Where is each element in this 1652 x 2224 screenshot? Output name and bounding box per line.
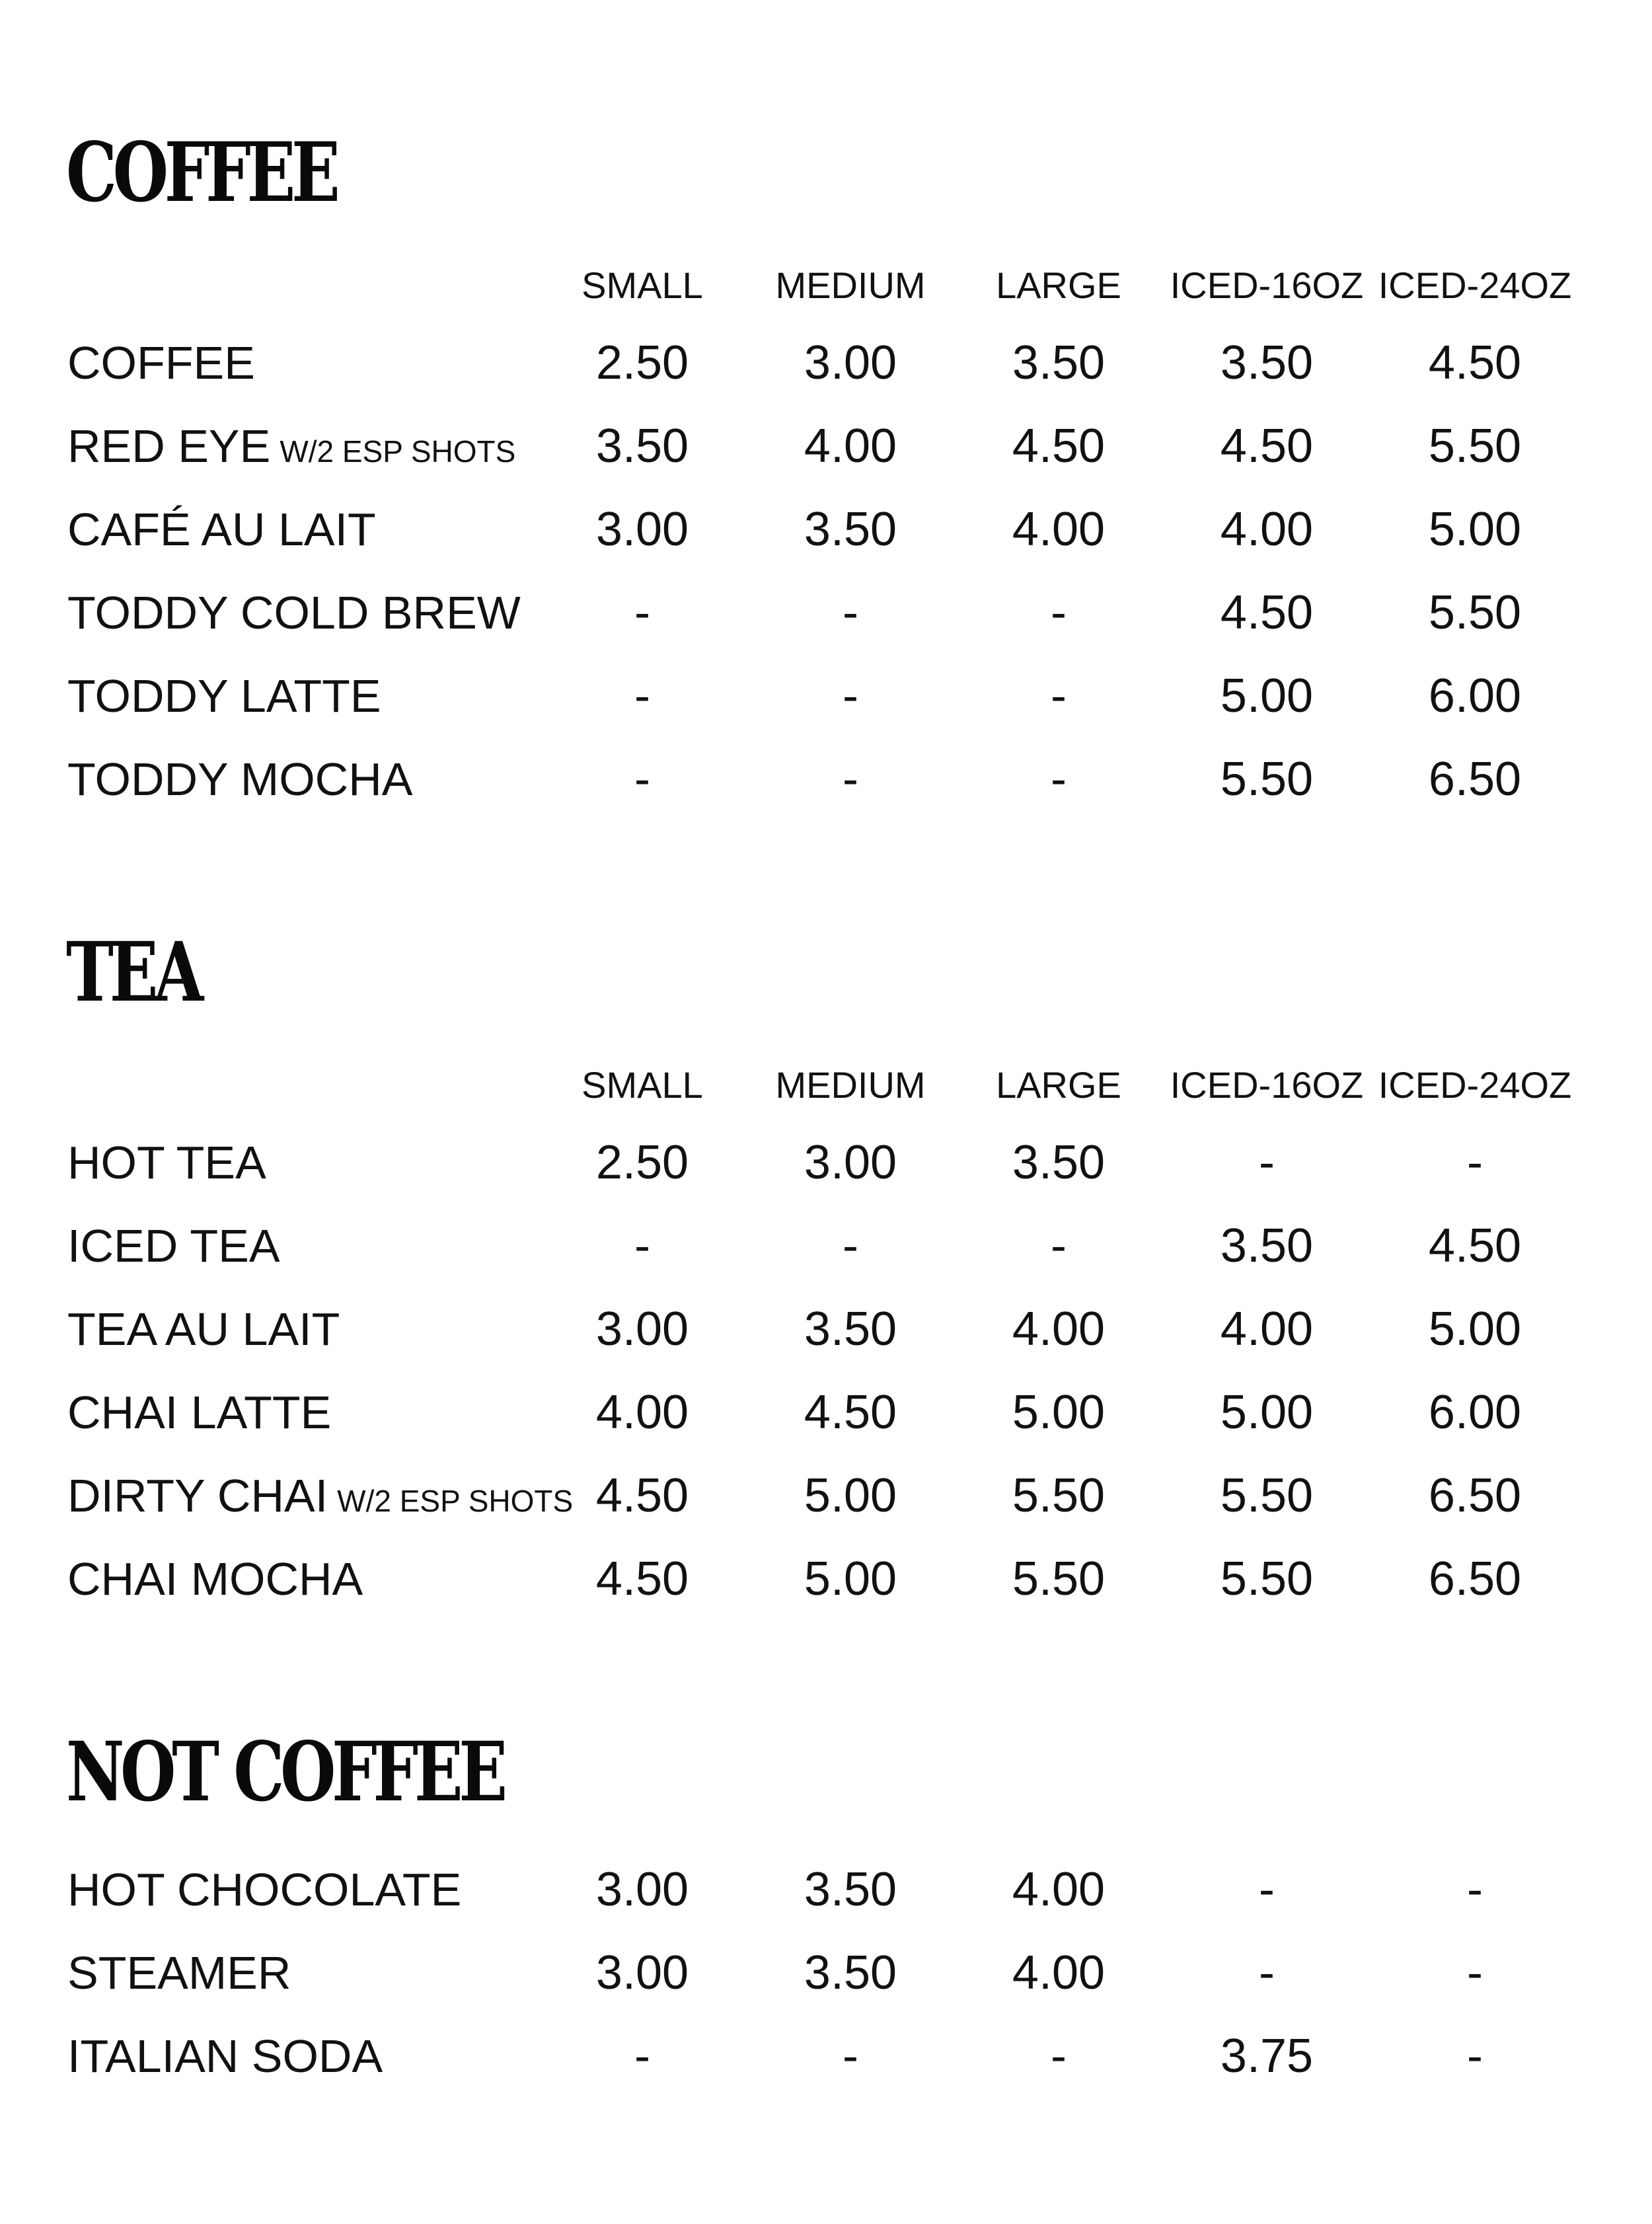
price-small: - <box>634 670 650 722</box>
price-small: 3.00 <box>595 1863 689 1916</box>
price-small: 3.00 <box>595 1303 689 1356</box>
price-large: - <box>1051 586 1067 639</box>
price-iced-24oz: 5.50 <box>1428 420 1522 473</box>
price-iced-24oz: 5.00 <box>1428 503 1522 556</box>
menu-row <box>0 321 1652 404</box>
menu-row <box>0 654 1652 738</box>
price-iced-24oz: 6.50 <box>1428 1553 1522 1605</box>
col-header-iced-24oz: ICED-24OZ <box>1378 1064 1572 1106</box>
menu-row <box>0 488 1652 571</box>
menu-row <box>0 1121 1652 1204</box>
price-medium: 3.50 <box>804 1303 897 1356</box>
price-large: 5.50 <box>1012 1469 1106 1522</box>
price-medium: 5.00 <box>804 1553 897 1605</box>
price-iced-24oz: 6.50 <box>1428 1469 1522 1522</box>
col-header-iced-16oz: ICED-16OZ <box>1170 264 1364 306</box>
price-iced-24oz: - <box>1467 1863 1483 1916</box>
price-small: 3.00 <box>595 1946 689 1999</box>
price-small: 4.50 <box>595 1469 689 1522</box>
price-iced-16oz: 5.50 <box>1220 753 1314 806</box>
item-note: W/2 ESP SHOTS <box>337 1484 574 1518</box>
price-small: 2.50 <box>595 1136 689 1189</box>
price-iced-24oz: 6.00 <box>1428 670 1522 722</box>
price-small: 4.50 <box>595 1553 689 1605</box>
menu-row <box>0 1371 1652 1454</box>
item-name: HOT TEA <box>67 1137 266 1188</box>
price-large: - <box>1051 2030 1067 2083</box>
price-medium: - <box>843 2030 858 2083</box>
price-large: 4.50 <box>1012 420 1106 473</box>
col-header-iced-24oz: ICED-24OZ <box>1378 264 1572 306</box>
price-iced-16oz: 5.00 <box>1220 1386 1314 1439</box>
price-large: 4.00 <box>1012 1303 1106 1356</box>
price-iced-16oz: - <box>1259 1136 1275 1189</box>
item-name: STEAMER <box>67 1947 291 1999</box>
price-iced-16oz: 3.50 <box>1220 1219 1314 1272</box>
price-iced-24oz: 6.00 <box>1428 1386 1522 1439</box>
item-name: CHAI MOCHA <box>67 1553 363 1605</box>
price-medium: 5.00 <box>804 1469 897 1522</box>
price-large: 5.00 <box>1012 1386 1106 1439</box>
item-name: CAFÉ AU LAIT <box>67 504 376 555</box>
price-iced-16oz: - <box>1259 1946 1275 1999</box>
price-medium: 3.00 <box>804 1136 897 1189</box>
price-small: 4.00 <box>595 1386 689 1439</box>
price-iced-16oz: 4.00 <box>1220 503 1314 556</box>
item-name: HOT CHOCOLATE <box>67 1864 462 1915</box>
menu-row <box>0 738 1652 821</box>
price-iced-24oz: 6.50 <box>1428 753 1522 806</box>
price-medium: 3.00 <box>804 336 897 389</box>
menu-row <box>0 404 1652 488</box>
price-iced-16oz: - <box>1259 1863 1275 1916</box>
price-large: - <box>1051 670 1067 722</box>
price-large: 5.50 <box>1012 1553 1106 1605</box>
menu-row <box>0 1537 1652 1621</box>
section-title-tea: TEA <box>66 925 200 1020</box>
col-header-iced-16oz: ICED-16OZ <box>1170 1064 1364 1106</box>
price-iced-16oz: 4.50 <box>1220 420 1314 473</box>
item-name: TODDY COLD BREW <box>67 587 521 638</box>
price-iced-24oz: - <box>1467 1946 1483 1999</box>
price-small: 3.00 <box>595 503 689 556</box>
price-iced-24oz: 4.50 <box>1428 336 1522 389</box>
price-large: - <box>1051 1219 1067 1272</box>
price-iced-16oz: 5.00 <box>1220 670 1314 722</box>
item-name: TEA AU LAIT <box>67 1303 340 1355</box>
price-small: - <box>634 753 650 806</box>
price-medium: 4.50 <box>804 1386 897 1439</box>
item-note: W/2 ESP SHOTS <box>280 434 516 469</box>
price-iced-16oz: 4.50 <box>1220 586 1314 639</box>
menu-row <box>0 1454 1652 1537</box>
item-name: COFFEE <box>67 337 255 389</box>
item-name: RED EYE <box>67 420 271 472</box>
price-large: 4.00 <box>1012 1946 1106 1999</box>
price-iced-24oz: 5.00 <box>1428 1303 1522 1356</box>
menu-row <box>0 1287 1652 1371</box>
price-iced-16oz: 5.50 <box>1220 1553 1314 1605</box>
section-title-not-coffee: NOT COFFEE <box>66 1724 504 1820</box>
menu-row <box>0 1204 1652 1287</box>
price-small: - <box>634 2030 650 2083</box>
item-name: ITALIAN SODA <box>67 2030 383 2082</box>
col-header-medium: MEDIUM <box>775 264 926 306</box>
section-title-coffee: COFFEE <box>66 125 336 221</box>
price-small: - <box>634 586 650 639</box>
price-medium: 3.50 <box>804 1946 897 1999</box>
col-header-small: SMALL <box>582 1064 703 1106</box>
price-medium: - <box>843 1219 858 1272</box>
price-medium: - <box>843 670 858 722</box>
price-iced-16oz: 3.50 <box>1220 336 1314 389</box>
price-medium: - <box>843 753 858 806</box>
price-small: 3.50 <box>595 420 689 473</box>
price-small: - <box>634 1219 650 1272</box>
menu-row <box>0 1848 1652 1931</box>
menu-row <box>0 1931 1652 2014</box>
item-name: TODDY MOCHA <box>67 753 413 805</box>
price-medium: 3.50 <box>804 503 897 556</box>
price-large: 3.50 <box>1012 336 1106 389</box>
price-iced-16oz: 4.00 <box>1220 1303 1314 1356</box>
price-small: 2.50 <box>595 336 689 389</box>
price-iced-24oz: - <box>1467 1136 1483 1189</box>
menu-row <box>0 2014 1652 2098</box>
price-iced-24oz: - <box>1467 2030 1483 2083</box>
col-header-large: LARGE <box>996 1064 1121 1106</box>
price-iced-24oz: 4.50 <box>1428 1219 1522 1272</box>
item-name: TODDY LATTE <box>67 670 381 722</box>
price-medium: 4.00 <box>804 420 897 473</box>
price-large: 4.00 <box>1012 503 1106 556</box>
item-name: ICED TEA <box>67 1220 280 1272</box>
col-header-medium: MEDIUM <box>775 1064 926 1106</box>
price-iced-16oz: 5.50 <box>1220 1469 1314 1522</box>
price-large: 3.50 <box>1012 1136 1106 1189</box>
price-iced-24oz: 5.50 <box>1428 586 1522 639</box>
price-iced-16oz: 3.75 <box>1220 2030 1314 2083</box>
price-large: 4.00 <box>1012 1863 1106 1916</box>
price-medium: 3.50 <box>804 1863 897 1916</box>
price-large: - <box>1051 753 1067 806</box>
item-name: CHAI LATTE <box>67 1387 332 1438</box>
menu-row <box>0 571 1652 654</box>
item-name: DIRTY CHAI <box>67 1470 328 1521</box>
col-header-large: LARGE <box>996 264 1121 306</box>
price-medium: - <box>843 586 858 639</box>
col-header-small: SMALL <box>582 264 703 306</box>
